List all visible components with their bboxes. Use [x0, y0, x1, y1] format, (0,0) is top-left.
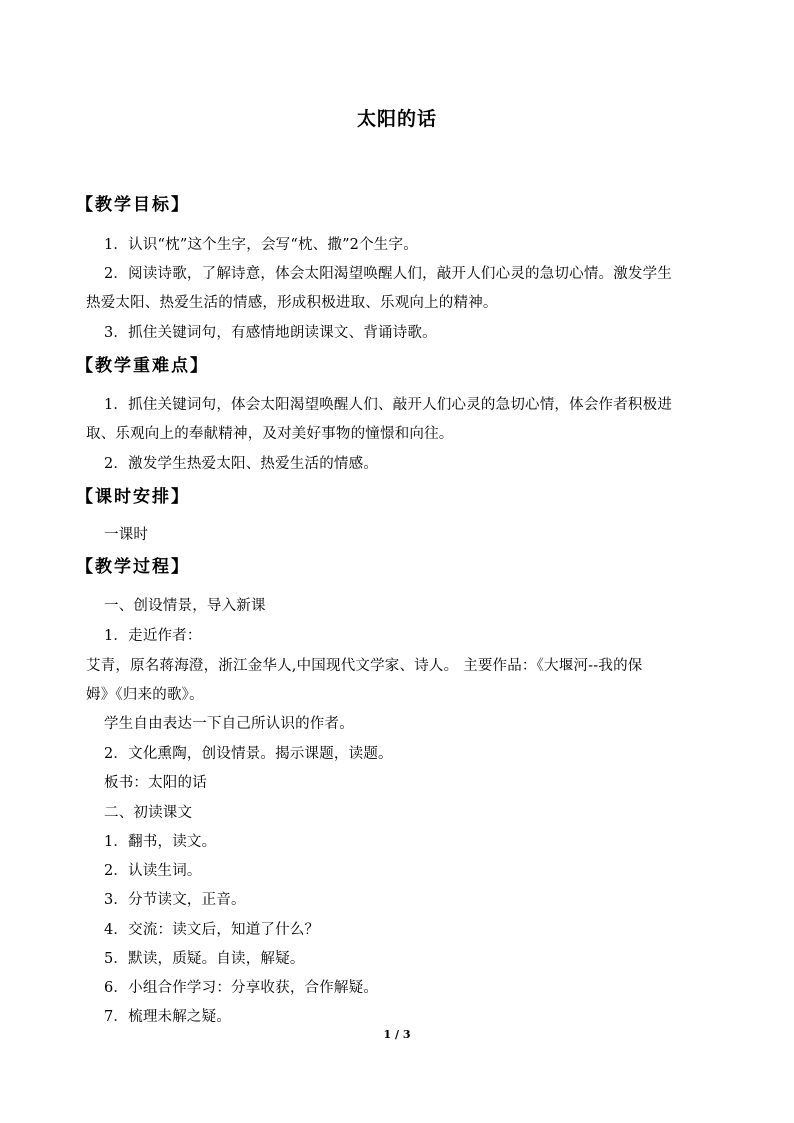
page-title: 太阳的话: [356, 108, 437, 130]
paragraph-line: 姆》《归来的歌》。: [86, 687, 204, 703]
section-heading-process: 【教学过程】: [76, 557, 190, 577]
paragraph-line: 1．抓住关键词句，体会太阳渴望唤醒人们、敲开人们心灵的急切心情，体会作者积极进: [104, 397, 673, 413]
paragraph-line: 1．翻书，读文。: [104, 834, 217, 850]
paragraph-line: 2．认读生词。: [104, 863, 202, 879]
section-heading-key-points: 【教学重难点】: [76, 356, 209, 376]
paragraph-line: 板书：太阳的话: [104, 775, 207, 791]
paragraph-line: 2．阅读诗歌，了解诗意，体会太阳渴望唤醒人们，敲开人们心灵的急切心情。激发学生: [104, 266, 673, 282]
paragraph-line: 1．走近作者：: [104, 628, 202, 644]
paragraph-line: 3．抓住关键词句，有感情地朗读课文、背诵诗歌。: [104, 325, 437, 341]
paragraph-line: 取、乐观向上的奉献精神，及对美好事物的憧憬和向往。: [86, 426, 454, 442]
paragraph-line: 3．分节读文，正音。: [104, 892, 246, 908]
paragraph-line: 二、初读课文: [104, 805, 193, 821]
paragraph-line: 5．默读，质疑。自读，解疑。: [104, 951, 305, 967]
paragraph-line: 热爱太阳、热爱生活的情感，形成积极进取、乐观向上的精神。: [86, 295, 498, 311]
paragraph-line: 1．认识“枕”这个生字，会写“枕、撒”2个生字。: [104, 237, 418, 253]
paragraph-line: 6．小组合作学习：分享收获，合作解疑。: [104, 980, 379, 996]
paragraph-line: 一、创设情景，导入新课: [104, 598, 266, 614]
paragraph-line: 7．梳理未解之疑。: [104, 1009, 232, 1025]
paragraph-line: 4．交流：读文后，知道了什么？: [104, 922, 320, 938]
section-heading-objectives: 【教学目标】: [76, 195, 190, 215]
paragraph-line: 2．激发学生热爱太阳、热爱生活的情感。: [104, 456, 379, 472]
paragraph-line: 2．文化熏陶，创设情景。揭示课题，读题。: [104, 746, 393, 762]
page-number: 1 / 3: [383, 1028, 411, 1041]
paragraph-line: 一课时: [104, 527, 149, 543]
paragraph-line: 艾青，原名蒋海澄，浙江金华人,中国现代文学家、诗人。 主要作品：《大堰河--我的保: [86, 658, 643, 674]
paragraph-line: 学生自由表达一下自己所认识的作者。: [104, 716, 354, 732]
section-heading-schedule: 【课时安排】: [76, 487, 190, 507]
